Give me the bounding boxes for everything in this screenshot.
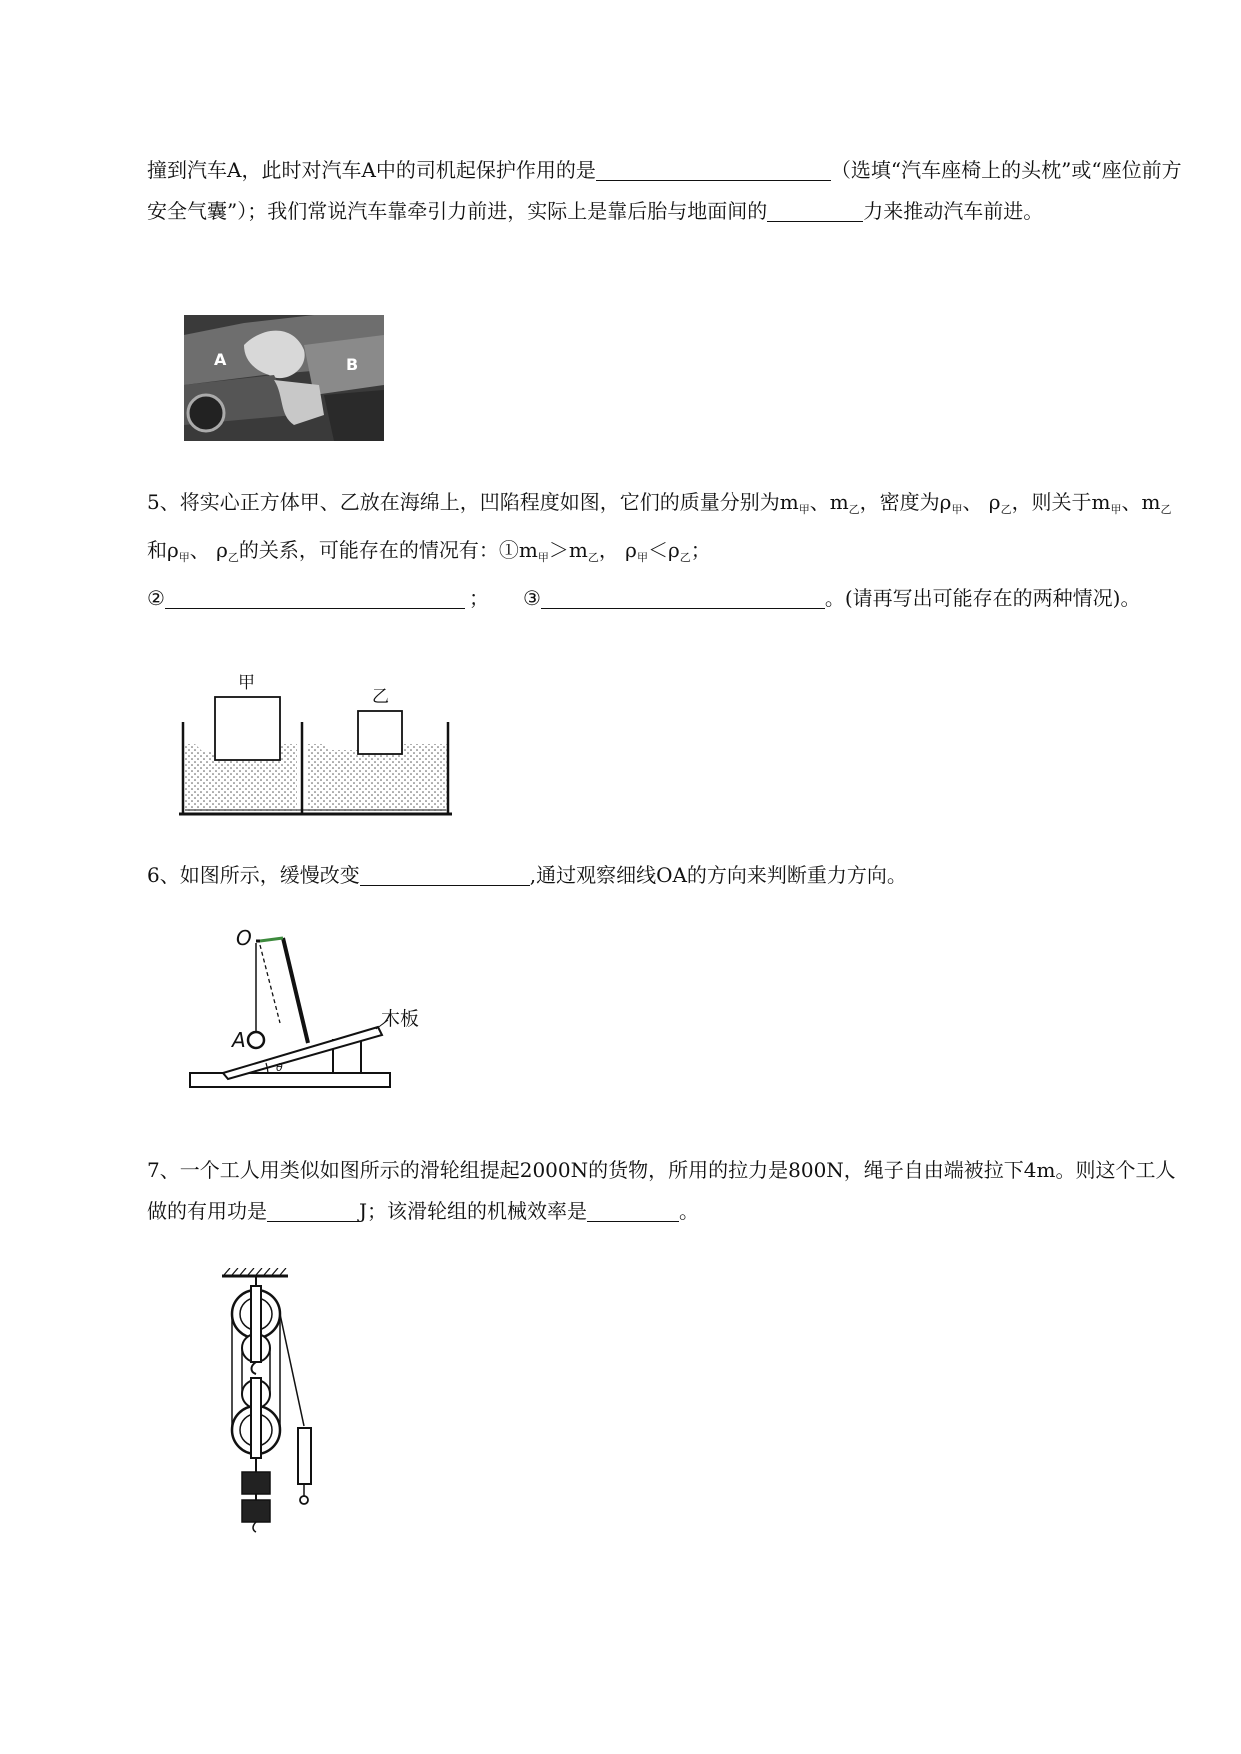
q5-text-8: ， ρ: [598, 538, 637, 562]
q5-blank-case-2[interactable]: [165, 587, 465, 609]
q6-text-1: 6、如图所示，缓慢改变: [147, 863, 360, 887]
q5-sub-yi: 乙: [1160, 503, 1172, 516]
q5-text-3: 、 ρ: [962, 490, 1001, 514]
question-4-text: [147, 150, 1187, 232]
q6-blank-angle[interactable]: [360, 864, 530, 886]
car-crash-photo: [184, 315, 384, 441]
q5-text-2: ，密度为ρ: [859, 490, 952, 514]
q5-sep: 、m: [1121, 490, 1161, 514]
q4-text-2: （选填“汽车座椅上的头枕”或“座位前方安全气囊”）；我们常说汽车靠牵引力前进，实际上是靠后胎与地面间的: [147, 158, 1182, 223]
question-5-text: [147, 482, 1187, 619]
q5-circle-3: ③: [522, 586, 541, 610]
question-7-text: [147, 1150, 1187, 1232]
cube-yi: [358, 711, 402, 754]
q7-text-1: 7、一个工人用类似如图所示的滑轮组提起2000N的货物，所用的拉力是800N，绳子自由端被拉下4m。则这个工人做的有用功是: [147, 1158, 1176, 1223]
pulley-system-diagram: [218, 1268, 338, 1538]
q4-text-3: 力来推动汽车前进。: [863, 199, 1044, 223]
inclined-board-plumb-diagram: [188, 923, 448, 1098]
q5-sub-jia: 甲: [951, 503, 963, 516]
q4-blank-force[interactable]: [767, 200, 863, 222]
q5-sub-yi: 乙: [1000, 503, 1012, 516]
q5-sub-jia: 甲: [537, 551, 549, 564]
q5-sub-yi: 乙: [848, 503, 860, 516]
cube-jia: [215, 697, 280, 760]
question-6-text: [147, 855, 1187, 896]
q5-sub-yi: 乙: [587, 551, 599, 564]
q5-sub-jia: 甲: [178, 551, 190, 564]
q6-text-2: ,通过观察细线OA的方向来判断重力方向。: [529, 863, 907, 887]
q5-text-5: 和ρ: [147, 538, 179, 562]
label-a: A: [232, 1028, 246, 1052]
q5-text-4: ，则关于m: [1011, 490, 1111, 514]
q5-sep: 、m: [809, 490, 849, 514]
q5-text-10: ；: [690, 538, 711, 562]
q5-circle-2: ②: [147, 586, 165, 610]
q5-text-9: ＜ρ: [647, 538, 680, 562]
label-yi: 乙: [372, 687, 389, 707]
label-o: O: [236, 926, 252, 950]
q5-text-7: ＞m: [548, 538, 588, 562]
q5-blank-case-3[interactable]: [541, 587, 825, 609]
q5-sub-yi: 乙: [227, 551, 239, 564]
q7-blank-efficiency[interactable]: [587, 1200, 679, 1222]
theta-label: θ: [276, 1061, 283, 1074]
car-a-label: A: [214, 350, 227, 369]
q5-sub-jia: 甲: [798, 503, 810, 516]
q5-sub-jia: 甲: [636, 551, 648, 564]
q5-semicolon: ；: [468, 586, 489, 610]
car-b-label: B: [346, 355, 359, 374]
q4-text-1: 撞到汽车A，此时对汽车A中的司机起保护作用的是: [147, 158, 596, 182]
q5-text-1: 5、将实心正方体甲、乙放在海绵上，凹陷程度如图，它们的质量分别为m: [147, 490, 799, 514]
q5-text-3: 、 ρ: [189, 538, 228, 562]
q5-sub-yi: 乙: [679, 551, 691, 564]
q4-blank-protection[interactable]: [596, 159, 831, 181]
q5-text-11: 。(请再写出可能存在的两种情况)。: [824, 586, 1141, 610]
q7-text-3: 。: [679, 1199, 700, 1223]
q5-sub-jia: 甲: [1110, 503, 1122, 516]
label-board: 木板: [381, 1008, 420, 1030]
sponge-cubes-diagram: [175, 664, 455, 824]
q5-text-6: 的关系，可能存在的情况有：①m: [238, 538, 538, 562]
q7-blank-useful-work[interactable]: [267, 1200, 359, 1222]
label-jia: 甲: [238, 673, 255, 693]
q7-text-2: J；该滑轮组的机械效率是: [359, 1199, 588, 1223]
